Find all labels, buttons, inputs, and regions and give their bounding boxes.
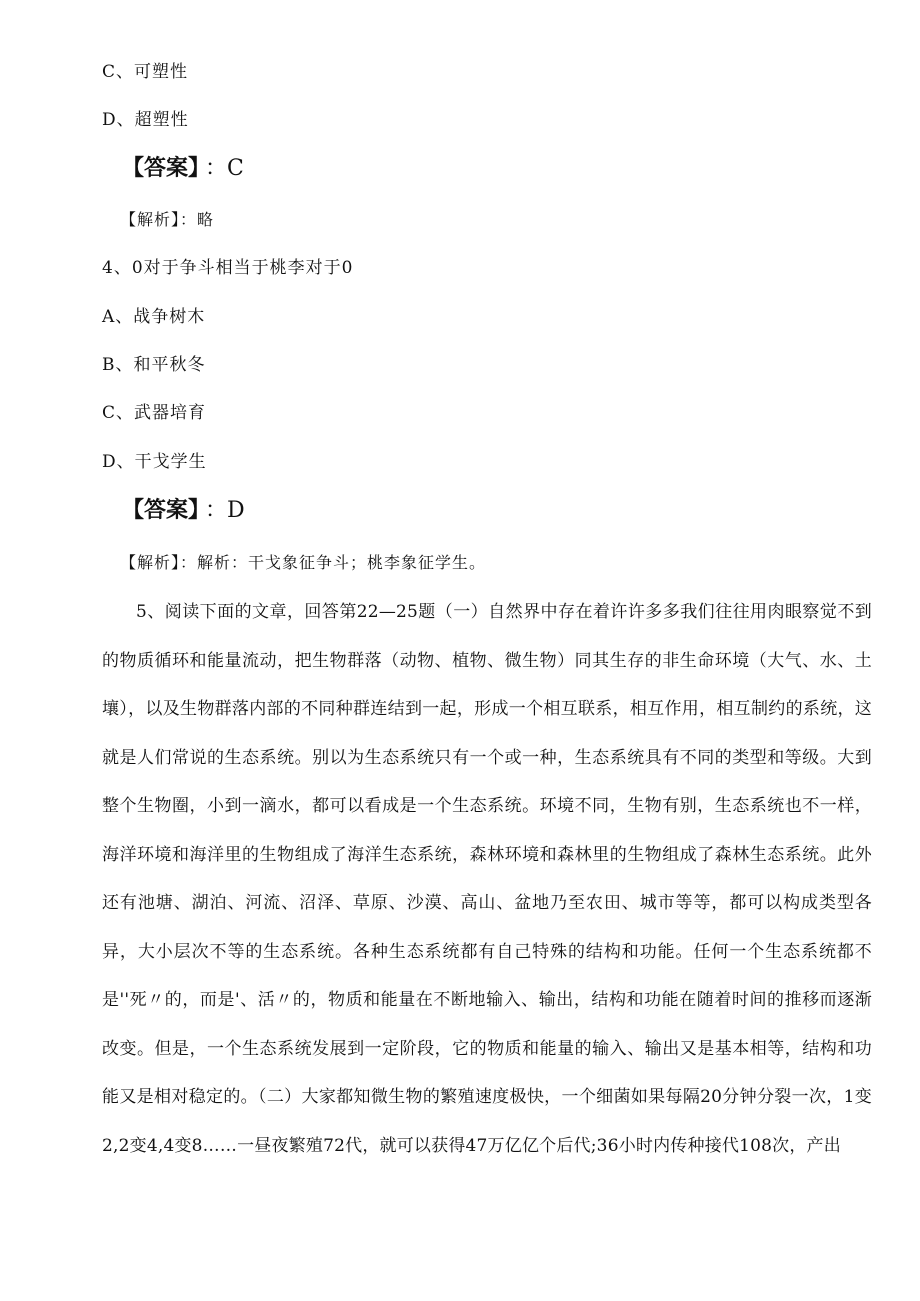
q3-option-c: C、可塑性 bbox=[102, 62, 189, 82]
answer-value: ：D bbox=[205, 498, 245, 523]
q4-question: 4、0对于争斗相当于桃李对于0 bbox=[102, 258, 354, 278]
q5-passage: 5、阅读下面的文章，回答第22—25题（一）自然界中存在着许许多多我们往往用肉眼察觉不到的物质循环和能量流动，把生物群落（动物、植物、微生物）同其生存的非生命环境（大气、水、土壤），以及生物群落内部的不同种群连结到一起，形成一个相互联系，相互作用，相互制约的系统，这就是人们常说的生态系统。别以为生态系统只有一个或一种，生态系统具有不同的类型和等级。大到整个生物圈，小到一滴水，都可以看成是一个生态系统。环境不同，生物有别，生态系统也不一样，海洋环境和海洋里的生物组成了海洋生态系统，森林环境和森林里的生物组成了森林生态系统。此外还有池塘、湖泊、河流、沼泽、草原、沙漠、高山、盆地乃至农田、城市等等，都可以构成类型各异，大小层次不等的生态系统。各种生态系统都有自己特殊的结构和功能。任何一个生态系统都不是''死〃的，而是'、活〃的，物质和能量在不断地输入、输出，结构和功能在随着时间的推移而逐渐改变。但是，一个生态系统发展到一定阶段，它的物质和能量的输入、输出又是基本相等，结构和功能又是相对稳定的。（二）大家都知微生物的繁殖速度极快，一个细菌如果每隔20分钟分裂一次，1变2,2变4,4变8……一昼夜繁殖72代，就可以获得47万亿亿个后代;36小时内传种接代108次，产出 bbox=[102, 602, 872, 1156]
q4-answer bbox=[122, 499, 245, 523]
answer-label: 【答案】 bbox=[122, 156, 200, 181]
analysis-text: ：略 bbox=[180, 210, 215, 229]
q4-option-a: A、战争树木 bbox=[102, 307, 206, 327]
q4-option-b: B、和平秋冬 bbox=[102, 355, 206, 375]
analysis-label: 【解析】 bbox=[120, 553, 181, 572]
analysis-text: ：解析：干戈象征争斗；桃李象征学生。 bbox=[180, 553, 487, 572]
answer-label: 【答案】 bbox=[122, 498, 200, 523]
analysis-label: 【解析】 bbox=[120, 210, 181, 229]
answer-value: ：C bbox=[205, 156, 244, 181]
q3-option-d: D、超塑性 bbox=[102, 110, 189, 130]
q3-analysis bbox=[120, 208, 214, 232]
q3-answer bbox=[122, 157, 244, 181]
q4-analysis bbox=[120, 551, 486, 575]
q4-option-c: C、武器培育 bbox=[102, 403, 207, 423]
q4-option-d: D、干戈学生 bbox=[102, 452, 207, 472]
